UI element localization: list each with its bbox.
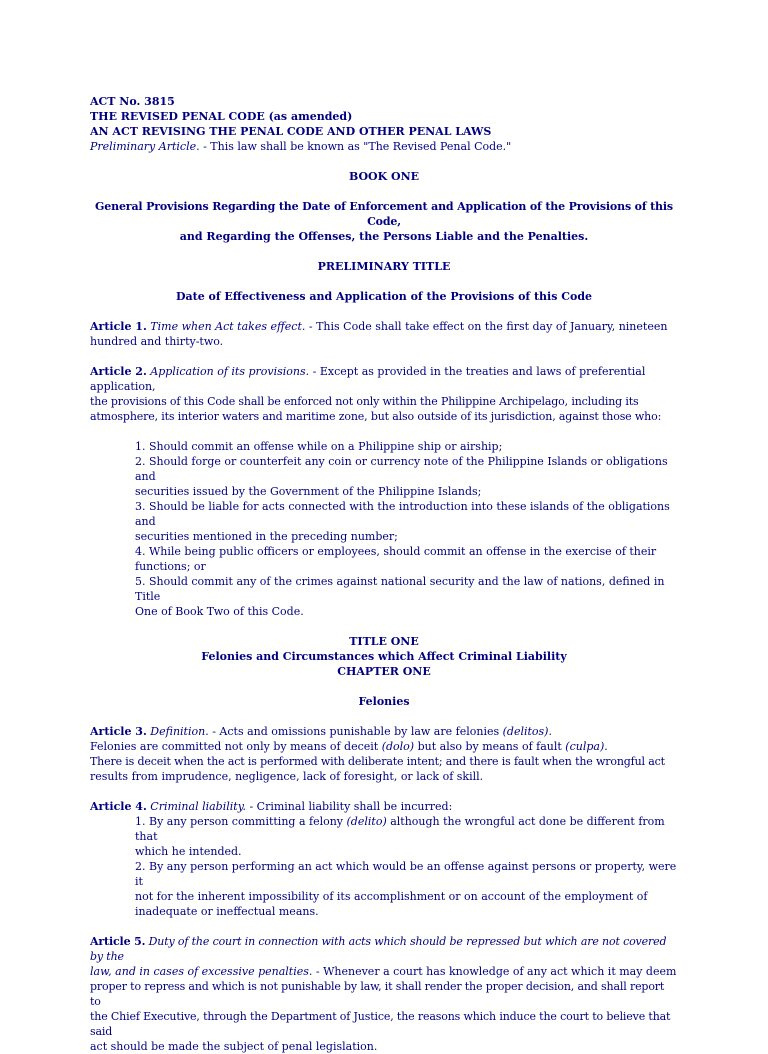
list-item: 4. While being public officers or employees, should commit an offense in the exercise of their (135, 545, 657, 558)
article-5 (90, 934, 678, 1054)
book-description-line-1: General Provisions Regarding the Date of Enforcement and Application of the Provisions of this Code, (95, 200, 673, 228)
article-2-text: - Except as provided in the treaties and laws of preferential application, (90, 365, 646, 393)
list-item-continued: not for the inherent impossibility of its accomplishment or on account of the employment of (135, 890, 648, 903)
preliminary-title: PRELIMINARY TITLE (317, 260, 451, 273)
list-item: 1. Should commit an offense while on a Philippine ship or airship; (135, 440, 503, 453)
article-5-text-line-2: proper to repress and which is not punishable by law, it shall render the proper decision, and shall report to (90, 980, 665, 1008)
chapter-one-heading: CHAPTER ONE (337, 665, 431, 678)
article-1-label: Article 1. (90, 320, 147, 333)
article-5-label: Article 5. (90, 935, 146, 948)
act-number: ACT No. 3815 (90, 95, 175, 108)
title-one-subtitle: Felonies and Circumstances which Affect Criminal Liability (201, 650, 567, 663)
article-2-label: Article 2. (90, 365, 147, 378)
article-3-text: - Acts and omissions punishable by law are felonies (208, 725, 503, 738)
article-3-line-2b: but also by means of fault (414, 740, 566, 753)
article-3 (90, 724, 678, 784)
article-5-heading-line-2: law, and in cases of excessive penalties. (90, 965, 313, 978)
article-3-line-3: There is deceit when the act is performed with deliberate intent; and there is fault when the wrongful act (90, 755, 665, 768)
list-item-text: although the wrongful act done be different from that (135, 815, 665, 843)
list-item-continued: securities mentioned in the preceding number; (135, 530, 398, 543)
article-4-heading: Criminal liability. (150, 800, 246, 813)
preliminary-article-text: - This law shall be known as "The Revised Penal Code." (199, 140, 512, 153)
article-2-text-line-3: atmosphere, its interior waters and maritime zone, but also outside of its jurisdiction, against those who: (90, 410, 662, 423)
act-description: AN ACT REVISING THE PENAL CODE AND OTHER PENAL LAWS (90, 125, 492, 138)
article-3-term-dolo: (dolo) (381, 740, 415, 753)
list-item: 2. By any person performing an act which would be an offense against persons or property, were it (135, 860, 677, 888)
article-3-line-4: results from imprudence, negligence, lack of foresight, or lack of skill. (90, 770, 484, 783)
article-3-line-2a: Felonies are committed not only by means of deceit (90, 740, 382, 753)
article-3-term-delitos: (delitos). (502, 725, 552, 738)
list-item-continued: securities issued by the Government of the Philippine Islands; (135, 485, 482, 498)
article-1-text-line-2: hundred and thirty-two. (90, 335, 224, 348)
preliminary-title-subtitle: Date of Effectiveness and Application of the Provisions of this Code (175, 290, 593, 303)
list-item: 5. Should commit any of the crimes against national security and the law of nations, defined in Title (135, 575, 665, 603)
article-4-text: - Criminal liability shall be incurred: (245, 800, 453, 813)
article-1-text: - This Code shall take effect on the first day of January, nineteen (305, 320, 668, 333)
chapter-name: Felonies (358, 695, 410, 708)
preliminary-article (90, 139, 678, 154)
article-5-text: - Whenever a court has knowledge of any act which it may deem (312, 965, 677, 978)
article-2-text-line-2: the provisions of this Code shall be enforced not only within the Philippine Archipelago, including its (90, 395, 639, 408)
article-5-heading: Duty of the court in connection with acts which should be repressed but which are not covered by the (90, 935, 667, 963)
preliminary-article-label: Preliminary Article. (90, 140, 200, 153)
article-1 (90, 319, 678, 349)
article-4-list (135, 814, 678, 919)
article-2 (90, 364, 678, 619)
title-one-heading: TITLE ONE (349, 635, 419, 648)
article-1-heading: Time when Act takes effect. (150, 320, 306, 333)
list-item-continued: inadequate or ineffectual means. (135, 905, 319, 918)
list-item-text: 1. By any person committing a felony (135, 815, 347, 828)
list-item: 2. Should forge or counterfeit any coin or currency note of the Philippine Islands or obligations and (135, 455, 668, 483)
article-4-term-delito: (delito) (346, 815, 387, 828)
list-item-continued: functions; or (135, 560, 206, 573)
article-4-label: Article 4. (90, 800, 147, 813)
list-item-continued: which he intended. (135, 845, 242, 858)
article-3-label: Article 3. (90, 725, 147, 738)
article-5-text-line-4: act should be made the subject of penal legislation. (90, 1040, 378, 1053)
article-4 (90, 799, 678, 919)
list-item (135, 814, 678, 844)
book-description-line-2: and Regarding the Offenses, the Persons Liable and the Penalties. (179, 230, 589, 243)
code-title: THE REVISED PENAL CODE (as amended) (90, 110, 353, 123)
article-5-text-line-3: the Chief Executive, through the Department of Justice, the reasons which induce the court to believe that said (90, 1010, 671, 1038)
list-item-continued: One of Book Two of this Code. (135, 605, 304, 618)
list-item: 3. Should be liable for acts connected with the introduction into these islands of the obligations and (135, 500, 670, 528)
book-title: BOOK ONE (348, 170, 420, 183)
article-3-term-culpa: (culpa). (565, 740, 608, 753)
article-2-list (135, 439, 678, 619)
article-2-heading: Application of its provisions. (150, 365, 310, 378)
article-3-heading: Definition. (150, 725, 209, 738)
